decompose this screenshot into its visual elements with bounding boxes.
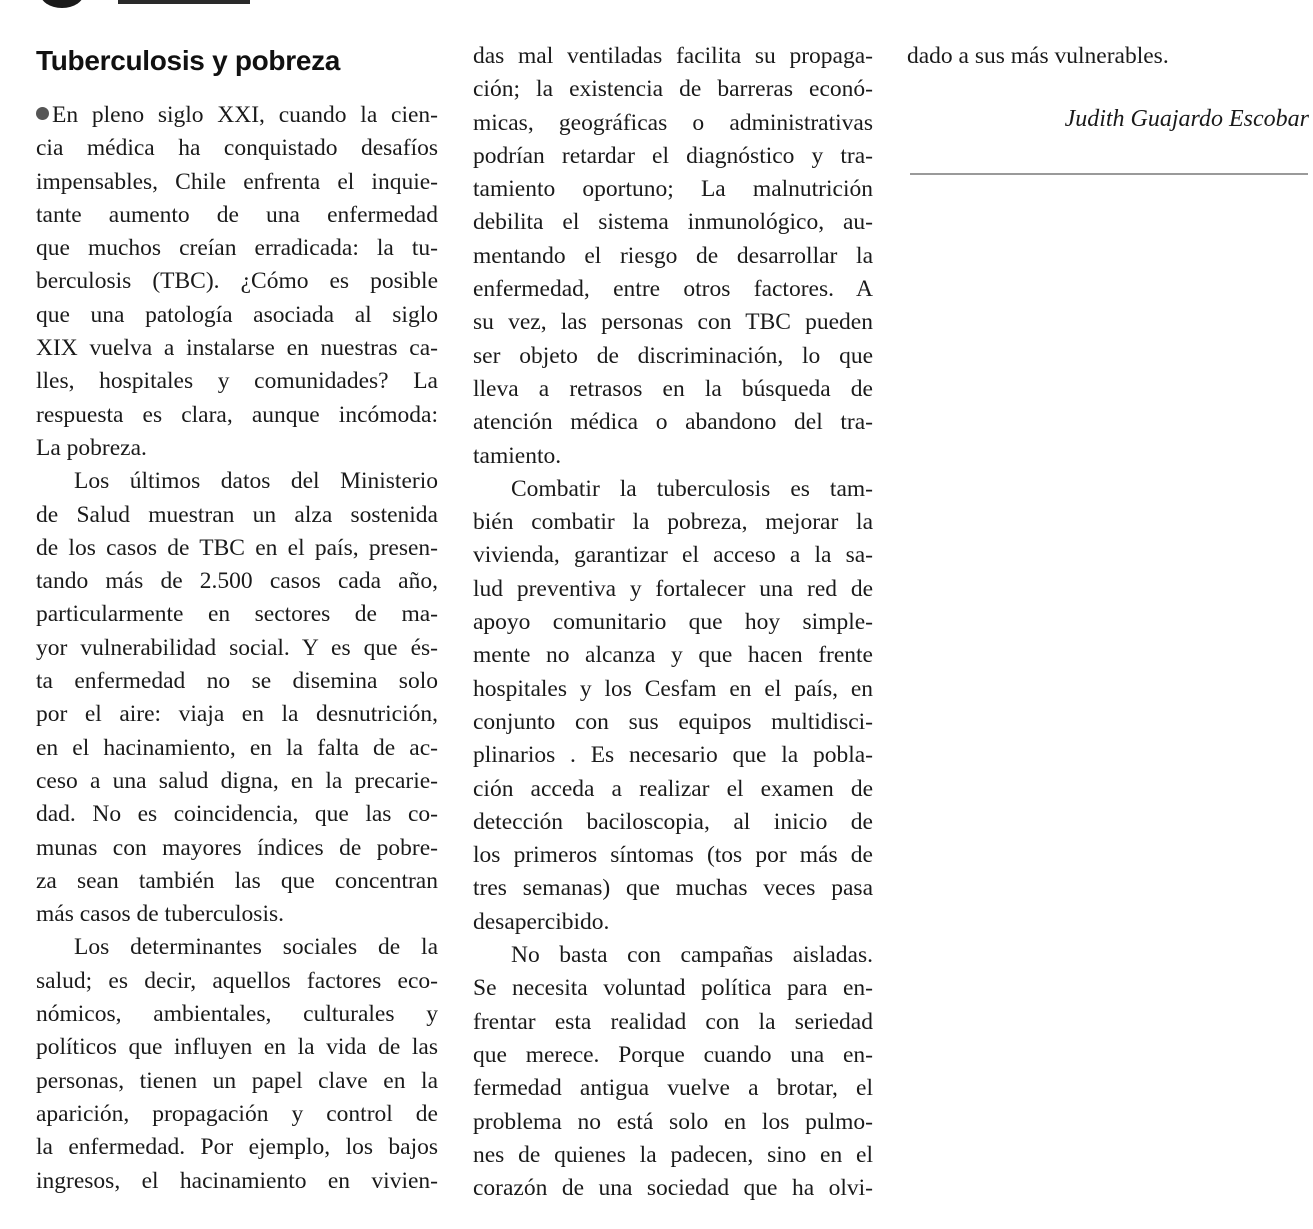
article-line: respuesta es clara, aunque incómoda: <box>36 401 438 428</box>
article-column-2 <box>473 40 873 1205</box>
article-line: aparición, propagación y control de <box>36 1100 438 1127</box>
article-line: ción acceda a realizar el examen de <box>473 775 873 802</box>
article-line: munas con mayores índices de pobre- <box>36 834 438 861</box>
article-line: ceso a una salud digna, en la precarie- <box>36 767 438 794</box>
article-line: hospitales y los Cesfam en el país, en <box>473 675 873 702</box>
article-line: por el aire: viaja en la desnutrición, <box>36 701 438 728</box>
article-line: de Salud muestran un alza sostenida <box>36 501 438 528</box>
article-line: No basta con campañas aisladas. <box>511 942 873 969</box>
article-line: mentando el riesgo de desarrollar la <box>473 242 873 269</box>
article-line: frentar esta realidad con la seriedad <box>473 1008 873 1035</box>
article-line: conjunto con sus equipos multidisci- <box>473 708 873 735</box>
bullet-icon <box>36 107 49 120</box>
article-column-1 <box>36 40 438 1198</box>
article-line: corazón de una sociedad que ha olvi- <box>473 1175 873 1202</box>
masthead-logo-fragment <box>40 0 84 8</box>
article-line: Los últimos datos del Ministerio <box>74 468 438 495</box>
article-line: vivienda, garantizar el acceso a la sa- <box>473 542 873 569</box>
article-line: de los casos de TBC en el país, presen- <box>36 534 438 561</box>
article-line: detección baciloscopia, al inicio de <box>473 808 873 835</box>
article-line: La pobreza. <box>36 434 147 461</box>
article-line: cia médica ha conquistado desafíos <box>36 135 438 162</box>
article-line: podrían retardar el diagnóstico y tra- <box>473 142 873 169</box>
article-line: que merece. Porque cuando una en- <box>473 1041 873 1068</box>
article-line: lleva a retrasos en la búsqueda de <box>473 375 873 402</box>
article-line: za sean también las que concentran <box>36 867 438 894</box>
article-line: das mal ventiladas facilita su propaga- <box>473 43 873 69</box>
article-line: más casos de tuberculosis. <box>36 901 285 928</box>
article-line: dad. No es coincidencia, que las co- <box>36 801 438 828</box>
author-signature: Judith Guajardo Escobar <box>1064 106 1309 133</box>
article-line: personas, tienen un papel clave en la <box>36 1067 438 1094</box>
article-column-3 <box>907 40 1309 140</box>
article-line: nómicos, ambientales, culturales y <box>36 1001 438 1028</box>
article-line: XIX vuelva a instalarse en nuestras ca- <box>36 335 438 362</box>
article-line: ción; la existencia de barreras econó- <box>473 76 873 103</box>
article-title: Tuberculosis y pobreza <box>36 45 341 76</box>
article-line: impensables, Chile enfrenta el inquie- <box>36 168 438 195</box>
article-line: su vez, las personas con TBC pueden <box>473 309 873 336</box>
article-line: Se necesita voluntad política para en- <box>473 975 873 1002</box>
article-line: ta enfermedad no se disemina solo <box>36 668 438 695</box>
article-line: micas, geográficas o administrativas <box>473 109 873 136</box>
article-line: Combatir la tuberculosis es tam- <box>511 475 873 502</box>
article-line: ingresos, el hacinamiento en vivien- <box>36 1167 438 1194</box>
article-line: atención médica o abandono del tra- <box>473 409 873 436</box>
article-line: bién combatir la pobreza, mejorar la <box>473 509 873 536</box>
article-line: la enfermedad. Por ejemplo, los bajos <box>36 1134 438 1161</box>
masthead-text-fragment <box>118 0 250 4</box>
article-line: tres semanas) que muchas veces pasa <box>473 875 873 902</box>
article-line: lles, hospitales y comunidades? La <box>36 368 438 395</box>
article-line: yor vulnerabilidad social. Y es que és- <box>36 634 438 661</box>
article-line: que una patología asociada al siglo <box>36 301 438 328</box>
article-line: nes de quienes la padecen, sino en el <box>473 1141 873 1168</box>
article-line: particularmente en sectores de ma- <box>36 601 438 628</box>
article-line: tante aumento de una enfermedad <box>36 201 438 228</box>
article-line: Los determinantes sociales de la <box>74 934 438 961</box>
article-line: plinarios . Es necesario que la pobla- <box>473 742 873 769</box>
article-line: dado a sus más vulnerables. <box>907 43 1169 69</box>
article-line: debilita el sistema inmunológico, au- <box>473 209 873 236</box>
article-line: salud; es decir, aquellos factores eco- <box>36 967 438 994</box>
article-line: enfermedad, entre otros factores. A <box>473 276 873 303</box>
article-line: tamiento oportuno; La malnutrición <box>473 176 873 203</box>
article-line: desapercibido. <box>473 908 610 935</box>
article-line: políticos que influyen en la vida de las <box>36 1034 438 1061</box>
divider <box>910 173 1308 175</box>
article-line: ser objeto de discriminación, lo que <box>473 342 873 369</box>
article-line: mente no alcanza y que hacen frente <box>473 642 873 669</box>
article-line: apoyo comunitario que hoy simple- <box>473 609 873 636</box>
article-line: lud preventiva y fortalecer una red de <box>473 575 873 602</box>
article-line: En pleno siglo XXI, cuando la cien- <box>36 99 438 132</box>
article-line: berculosis (TBC). ¿Cómo es posible <box>36 268 438 295</box>
article-line: que muchos creían erradicada: la tu- <box>36 235 438 262</box>
article-line: problema no está solo en los pulmo- <box>473 1108 873 1135</box>
article-line: tamiento. <box>473 442 562 469</box>
article-line: fermedad antigua vuelve a brotar, el <box>473 1075 873 1102</box>
article-line: los primeros síntomas (tos por más de <box>473 842 873 869</box>
article-line: en el hacinamiento, en la falta de ac- <box>36 734 438 761</box>
article-line: tando más de 2.500 casos cada año, <box>36 568 438 595</box>
